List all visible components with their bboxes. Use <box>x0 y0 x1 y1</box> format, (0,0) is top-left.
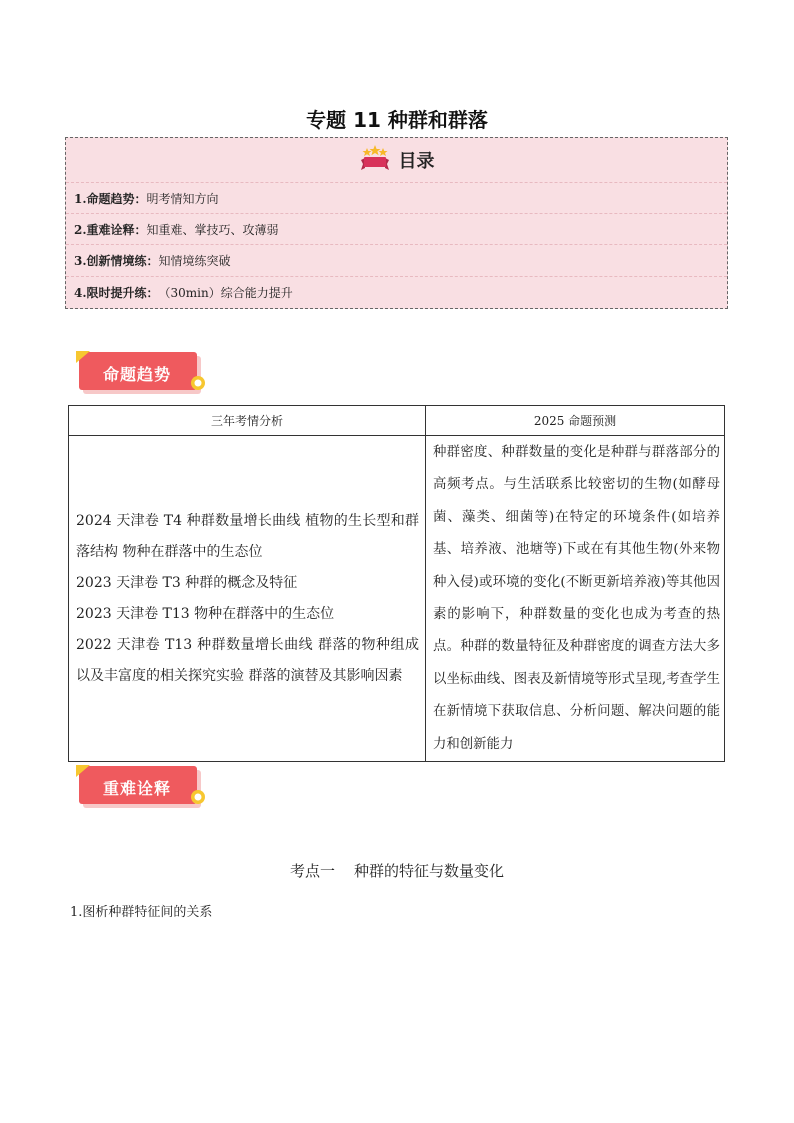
exam-history-entry: 2024 天津卷 T4 种群数量增长曲线 植物的生长型和群落结构 物种在群落中的生态位 <box>76 512 419 560</box>
toc-item-label: 2.重难诠释： <box>74 222 147 237</box>
exam-analysis-table <box>68 405 725 762</box>
table-header-row <box>69 406 725 436</box>
prediction-cell: 种群密度、种群数量的变化是种群与群落部分的高频考点。与生活联系比较密切的生物(如酵母菌、藻类、细菌等)在特定的环境条件(如培养基、培养液、池塘等)下或在有其他生物(外来物种入侵)或环境的变化(不断更新培养液)等其他因素的影响下，种群数量的变化也成为考查的热点。种群的数量特征及种群密度的调查方法大多以坐标曲线、图表及新情境等形式呈现,考查学生在新情境下获取信息、分析问题、解决问题的能力和创新能力 <box>426 436 725 762</box>
exam-history-entry: 2023 天津卷 T13 物种在群落中的生态位 <box>76 605 335 622</box>
toc-item-label: 4.限时提升练： <box>74 285 159 300</box>
toc-heading: 目录 <box>398 151 435 172</box>
table-of-contents <box>65 137 728 309</box>
ribbon-icon <box>359 144 391 176</box>
key-points-badge-label: 重难诠释 <box>102 778 171 798</box>
toc-item[interactable] <box>66 244 727 275</box>
toc-item[interactable] <box>66 276 727 307</box>
header-exam-history: 三年考情分析 <box>69 406 426 436</box>
trend-badge <box>76 349 208 397</box>
table-row <box>69 436 725 762</box>
toc-item-desc: 知情境练突破 <box>158 253 231 268</box>
section-title: 考点一 种群的特征与数量变化 <box>289 862 505 880</box>
trend-badge-label: 命题趋势 <box>102 364 171 384</box>
key-points-badge <box>76 763 208 811</box>
toc-item-desc: （30min）综合能力提升 <box>158 285 293 300</box>
toc-item-label: 1.命题趋势： <box>74 191 147 206</box>
toc-item[interactable] <box>66 182 727 213</box>
toc-item-desc: 明考情知方向 <box>146 191 219 206</box>
toc-header <box>66 138 727 182</box>
exam-history-entry: 2022 天津卷 T13 种群数量增长曲线 群落的物种组成以及丰富度的相关探究实验 群落的演替及其影响因素 <box>76 636 419 684</box>
toc-item-desc: 知重难、掌技巧、攻薄弱 <box>146 222 279 237</box>
document-title: 专题 11 种群和群落 <box>306 108 488 132</box>
exam-history-cell <box>69 436 426 762</box>
exam-history-entry: 2023 天津卷 T3 种群的概念及特征 <box>76 574 298 591</box>
toc-item[interactable] <box>66 213 727 244</box>
toc-item-label: 3.创新情境练： <box>74 253 159 268</box>
sub-heading: 1.图析种群特征间的关系 <box>70 905 213 920</box>
header-prediction: 2025 命题预测 <box>426 406 725 436</box>
